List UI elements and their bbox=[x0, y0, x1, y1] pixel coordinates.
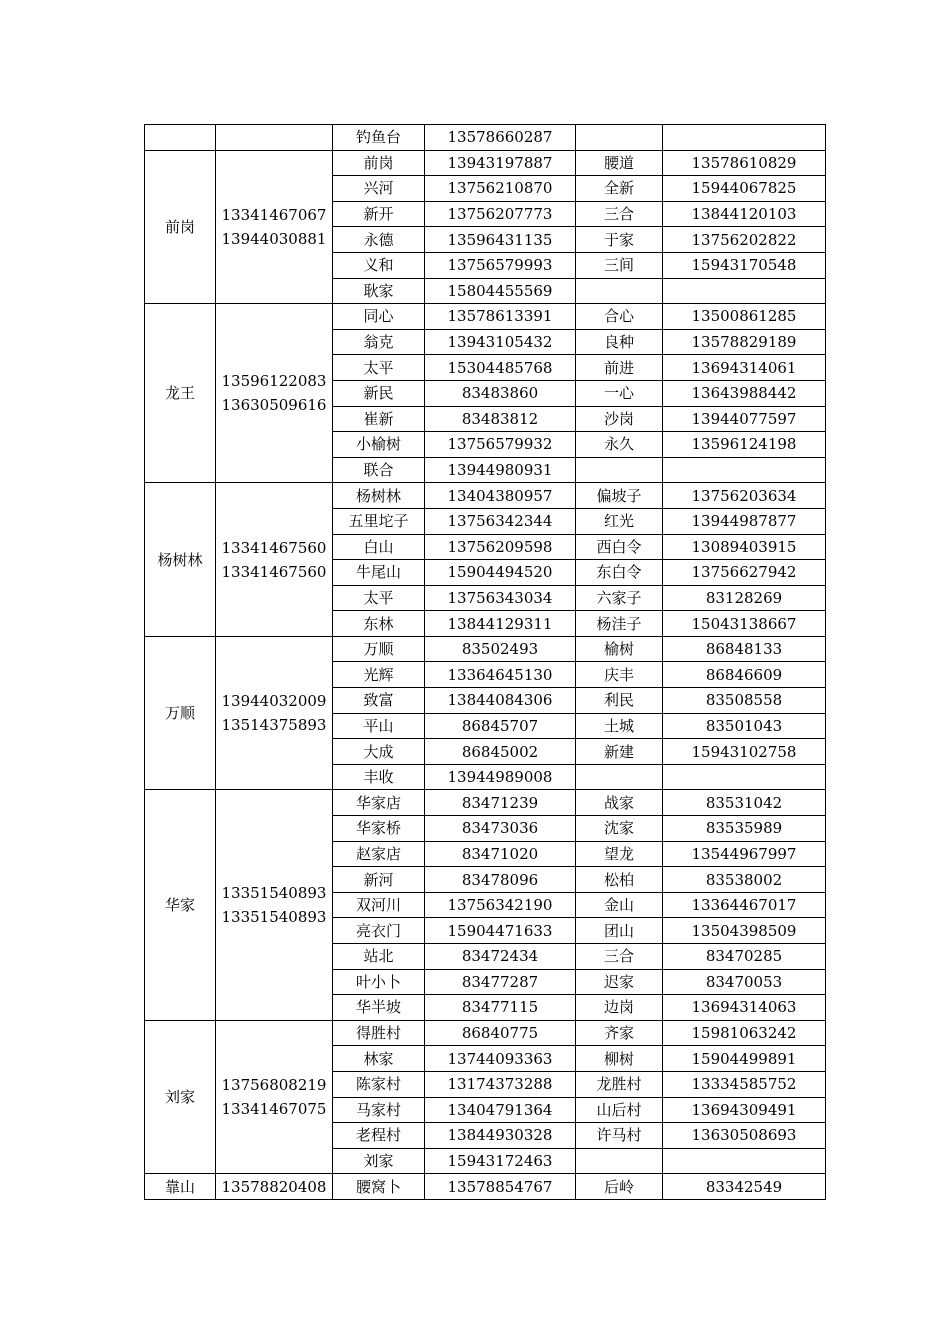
village-phone-cell: 83470053 bbox=[663, 969, 826, 995]
village-name-cell: 小榆树 bbox=[333, 432, 425, 458]
village-phone-cell: 15943172463 bbox=[425, 1148, 576, 1174]
village-name-cell: 沙岗 bbox=[576, 406, 663, 432]
village-name-cell: 于家 bbox=[576, 227, 663, 253]
village-phone-cell: 86846609 bbox=[663, 662, 826, 688]
village-phone-cell: 13756579993 bbox=[425, 252, 576, 278]
village-name-cell: 庆丰 bbox=[576, 662, 663, 688]
village-phone-cell: 13578660287 bbox=[425, 125, 576, 151]
village-name-cell: 偏坡子 bbox=[576, 483, 663, 509]
village-phone-cell: 15944067825 bbox=[663, 176, 826, 202]
town-name-cell: 万顺 bbox=[145, 636, 216, 790]
village-name-cell: 同心 bbox=[333, 304, 425, 330]
village-name-cell: 合心 bbox=[576, 304, 663, 330]
village-phone-cell: 13844084306 bbox=[425, 688, 576, 714]
village-name-cell: 牛尾山 bbox=[333, 560, 425, 586]
village-phone-cell: 13694309491 bbox=[663, 1097, 826, 1123]
village-name-cell: 战家 bbox=[576, 790, 663, 816]
town-phone-number: 13341467075 bbox=[221, 1100, 327, 1119]
village-phone-cell: 13630508693 bbox=[663, 1123, 826, 1149]
village-phone-cell: 13504398509 bbox=[663, 918, 826, 944]
village-phone-cell: 13756579932 bbox=[425, 432, 576, 458]
village-phone-cell: 13756203634 bbox=[663, 483, 826, 509]
town-name-cell: 靠山 bbox=[145, 1174, 216, 1200]
village-phone-cell: 13756209598 bbox=[425, 534, 576, 560]
village-name-cell: 前岗 bbox=[333, 150, 425, 176]
village-name-cell: 华家店 bbox=[333, 790, 425, 816]
village-name-cell: 赵家店 bbox=[333, 841, 425, 867]
village-name-cell: 站北 bbox=[333, 944, 425, 970]
village-name-cell bbox=[576, 278, 663, 304]
village-name-cell: 齐家 bbox=[576, 1020, 663, 1046]
table-row bbox=[145, 790, 826, 816]
village-phone-cell: 13756202822 bbox=[663, 227, 826, 253]
village-phone-cell: 13596124198 bbox=[663, 432, 826, 458]
village-name-cell: 平山 bbox=[333, 713, 425, 739]
village-name-cell: 太平 bbox=[333, 355, 425, 381]
village-phone-cell: 15981063242 bbox=[663, 1020, 826, 1046]
village-name-cell: 利民 bbox=[576, 688, 663, 714]
village-phone-cell: 83472434 bbox=[425, 944, 576, 970]
town-phone-cell bbox=[216, 1020, 333, 1174]
town-name-cell: 华家 bbox=[145, 790, 216, 1020]
village-phone-cell: 13694314063 bbox=[663, 995, 826, 1021]
village-name-cell: 陈家村 bbox=[333, 1071, 425, 1097]
village-name-cell: 三间 bbox=[576, 252, 663, 278]
town-name-cell: 刘家 bbox=[145, 1020, 216, 1174]
village-name-cell: 耿家 bbox=[333, 278, 425, 304]
table-row bbox=[145, 125, 826, 151]
village-name-cell: 华家桥 bbox=[333, 816, 425, 842]
town-phone-number: 13756808219 bbox=[221, 1076, 327, 1095]
village-phone-cell: 13174373288 bbox=[425, 1071, 576, 1097]
town-phone-number: 13944032009 bbox=[221, 692, 327, 711]
village-phone-cell: 13844129311 bbox=[425, 611, 576, 637]
village-phone-cell: 13364645130 bbox=[425, 662, 576, 688]
village-phone-cell: 13756627942 bbox=[663, 560, 826, 586]
village-phone-cell: 83538002 bbox=[663, 867, 826, 893]
village-phone-cell: 83501043 bbox=[663, 713, 826, 739]
village-phone-cell: 13756210870 bbox=[425, 176, 576, 202]
village-phone-cell: 13744093363 bbox=[425, 1046, 576, 1072]
village-phone-cell: 13578829189 bbox=[663, 329, 826, 355]
village-phone-cell: 83483812 bbox=[425, 406, 576, 432]
village-phone-cell bbox=[663, 1148, 826, 1174]
table-row bbox=[145, 636, 826, 662]
village-name-cell: 亮衣门 bbox=[333, 918, 425, 944]
table-row bbox=[145, 483, 826, 509]
town-phone-number: 13944030881 bbox=[221, 229, 327, 248]
town-phone-cell bbox=[216, 790, 333, 1020]
village-name-cell: 六家子 bbox=[576, 585, 663, 611]
village-phone-cell: 13596431135 bbox=[425, 227, 576, 253]
village-name-cell: 三合 bbox=[576, 201, 663, 227]
town-name-cell: 杨树林 bbox=[145, 483, 216, 637]
village-name-cell: 新河 bbox=[333, 867, 425, 893]
village-phone-cell: 13694314061 bbox=[663, 355, 826, 381]
village-phone-cell: 13943197887 bbox=[425, 150, 576, 176]
village-phone-cell: 83342549 bbox=[663, 1174, 826, 1200]
village-name-cell: 许马村 bbox=[576, 1123, 663, 1149]
village-name-cell: 后岭 bbox=[576, 1174, 663, 1200]
village-name-cell: 迟家 bbox=[576, 969, 663, 995]
village-name-cell: 林家 bbox=[333, 1046, 425, 1072]
village-phone-cell: 13544967997 bbox=[663, 841, 826, 867]
village-name-cell: 致富 bbox=[333, 688, 425, 714]
village-phone-cell: 86840775 bbox=[425, 1020, 576, 1046]
village-phone-cell: 15904499891 bbox=[663, 1046, 826, 1072]
village-name-cell: 柳树 bbox=[576, 1046, 663, 1072]
village-name-cell: 马家村 bbox=[333, 1097, 425, 1123]
village-phone-cell: 13404791364 bbox=[425, 1097, 576, 1123]
town-phone-cell bbox=[216, 483, 333, 637]
village-phone-cell: 13944980931 bbox=[425, 457, 576, 483]
village-phone-cell: 13756207773 bbox=[425, 201, 576, 227]
village-name-cell: 翁克 bbox=[333, 329, 425, 355]
village-phone-cell: 13944987877 bbox=[663, 508, 826, 534]
town-phone-number: 13341467067 bbox=[221, 205, 327, 224]
village-phone-cell: 83508558 bbox=[663, 688, 826, 714]
village-phone-cell: 15943170548 bbox=[663, 252, 826, 278]
village-name-cell bbox=[576, 764, 663, 790]
village-phone-cell: 86845707 bbox=[425, 713, 576, 739]
village-phone-cell: 15304485768 bbox=[425, 355, 576, 381]
town-phone-number: 13578820408 bbox=[221, 1177, 327, 1196]
village-name-cell: 东白令 bbox=[576, 560, 663, 586]
village-phone-cell: 13844120103 bbox=[663, 201, 826, 227]
village-phone-cell: 83531042 bbox=[663, 790, 826, 816]
village-name-cell bbox=[576, 457, 663, 483]
village-name-cell: 新建 bbox=[576, 739, 663, 765]
village-name-cell: 东林 bbox=[333, 611, 425, 637]
town-phone-cell bbox=[216, 150, 333, 304]
village-phone-cell: 13944077597 bbox=[663, 406, 826, 432]
village-name-cell: 一心 bbox=[576, 380, 663, 406]
village-name-cell: 老程村 bbox=[333, 1123, 425, 1149]
village-phone-cell: 83478096 bbox=[425, 867, 576, 893]
village-phone-cell: 15804455569 bbox=[425, 278, 576, 304]
village-phone-cell: 13404380957 bbox=[425, 483, 576, 509]
town-phone-cell bbox=[216, 636, 333, 790]
village-name-cell: 叶小卜 bbox=[333, 969, 425, 995]
village-phone-cell: 83502493 bbox=[425, 636, 576, 662]
village-name-cell bbox=[576, 125, 663, 151]
village-name-cell: 钓鱼台 bbox=[333, 125, 425, 151]
village-phone-cell: 13643988442 bbox=[663, 380, 826, 406]
village-name-cell: 杨洼子 bbox=[576, 611, 663, 637]
village-name-cell: 光辉 bbox=[333, 662, 425, 688]
village-phone-cell: 83535989 bbox=[663, 816, 826, 842]
village-name-cell: 腰窝卜 bbox=[333, 1174, 425, 1200]
village-phone-cell: 15943102758 bbox=[663, 739, 826, 765]
village-name-cell: 望龙 bbox=[576, 841, 663, 867]
village-name-cell: 联合 bbox=[333, 457, 425, 483]
village-phone-cell bbox=[663, 457, 826, 483]
village-name-cell: 腰道 bbox=[576, 150, 663, 176]
village-phone-cell: 13500861285 bbox=[663, 304, 826, 330]
table-row bbox=[145, 304, 826, 330]
town-phone-number: 13630509616 bbox=[221, 396, 327, 415]
town-phone-cell bbox=[216, 1174, 333, 1200]
village-phone-cell: 83470285 bbox=[663, 944, 826, 970]
village-name-cell: 良种 bbox=[576, 329, 663, 355]
village-name-cell: 华半坡 bbox=[333, 995, 425, 1021]
village-phone-cell: 13944989008 bbox=[425, 764, 576, 790]
village-name-cell: 得胜村 bbox=[333, 1020, 425, 1046]
village-name-cell: 杨树林 bbox=[333, 483, 425, 509]
village-phone-cell: 13844930328 bbox=[425, 1123, 576, 1149]
village-phone-cell: 83483860 bbox=[425, 380, 576, 406]
village-name-cell: 新开 bbox=[333, 201, 425, 227]
village-phone-cell: 15904494520 bbox=[425, 560, 576, 586]
village-name-cell: 三合 bbox=[576, 944, 663, 970]
village-name-cell: 永德 bbox=[333, 227, 425, 253]
village-phone-cell: 83471020 bbox=[425, 841, 576, 867]
village-phone-cell: 86848133 bbox=[663, 636, 826, 662]
village-phone-table bbox=[144, 124, 826, 1200]
village-name-cell: 白山 bbox=[333, 534, 425, 560]
village-name-cell: 龙胜村 bbox=[576, 1071, 663, 1097]
village-phone-cell: 83477115 bbox=[425, 995, 576, 1021]
village-name-cell: 兴河 bbox=[333, 176, 425, 202]
village-name-cell: 五里坨子 bbox=[333, 508, 425, 534]
village-name-cell: 边岗 bbox=[576, 995, 663, 1021]
town-name-cell bbox=[145, 125, 216, 151]
village-name-cell: 全新 bbox=[576, 176, 663, 202]
village-phone-cell: 83128269 bbox=[663, 585, 826, 611]
village-name-cell: 崔新 bbox=[333, 406, 425, 432]
village-name-cell: 红光 bbox=[576, 508, 663, 534]
village-phone-cell: 86845002 bbox=[425, 739, 576, 765]
town-phone-number: 13341467560 bbox=[221, 562, 327, 581]
village-phone-cell: 13364467017 bbox=[663, 892, 826, 918]
village-name-cell: 西白令 bbox=[576, 534, 663, 560]
village-phone-cell: 13578613391 bbox=[425, 304, 576, 330]
village-name-cell: 丰收 bbox=[333, 764, 425, 790]
village-phone-cell: 13578610829 bbox=[663, 150, 826, 176]
town-phone-number: 13351540893 bbox=[221, 908, 327, 927]
village-name-cell: 新民 bbox=[333, 380, 425, 406]
table-row bbox=[145, 150, 826, 176]
village-name-cell: 山后村 bbox=[576, 1097, 663, 1123]
village-phone-cell: 83473036 bbox=[425, 816, 576, 842]
village-name-cell: 沈家 bbox=[576, 816, 663, 842]
village-phone-cell: 13089403915 bbox=[663, 534, 826, 560]
village-phone-cell bbox=[663, 764, 826, 790]
village-name-cell: 榆树 bbox=[576, 636, 663, 662]
village-name-cell: 双河川 bbox=[333, 892, 425, 918]
village-name-cell: 前进 bbox=[576, 355, 663, 381]
village-phone-cell: 13334585752 bbox=[663, 1071, 826, 1097]
town-phone-cell bbox=[216, 125, 333, 151]
town-phone-number: 13341467560 bbox=[221, 538, 327, 557]
village-phone-cell: 83471239 bbox=[425, 790, 576, 816]
village-phone-cell bbox=[663, 278, 826, 304]
village-phone-cell: 13756343034 bbox=[425, 585, 576, 611]
town-phone-number: 13514375893 bbox=[221, 716, 327, 735]
town-phone-number: 13596122083 bbox=[221, 372, 327, 391]
village-phone-cell: 15043138667 bbox=[663, 611, 826, 637]
village-name-cell: 松柏 bbox=[576, 867, 663, 893]
village-phone-cell: 15904471633 bbox=[425, 918, 576, 944]
village-name-cell: 刘家 bbox=[333, 1148, 425, 1174]
village-phone-cell bbox=[663, 125, 826, 151]
village-name-cell: 永久 bbox=[576, 432, 663, 458]
village-name-cell: 团山 bbox=[576, 918, 663, 944]
town-name-cell: 前岗 bbox=[145, 150, 216, 304]
town-name-cell: 龙王 bbox=[145, 304, 216, 483]
village-phone-cell: 13943105432 bbox=[425, 329, 576, 355]
village-name-cell: 金山 bbox=[576, 892, 663, 918]
village-phone-cell: 13578854767 bbox=[425, 1174, 576, 1200]
village-phone-cell: 83477287 bbox=[425, 969, 576, 995]
village-phone-cell: 13756342344 bbox=[425, 508, 576, 534]
village-name-cell: 义和 bbox=[333, 252, 425, 278]
village-phone-cell: 13756342190 bbox=[425, 892, 576, 918]
town-phone-number: 13351540893 bbox=[221, 884, 327, 903]
village-name-cell: 万顺 bbox=[333, 636, 425, 662]
town-phone-cell bbox=[216, 304, 333, 483]
village-name-cell: 土城 bbox=[576, 713, 663, 739]
table-row bbox=[145, 1020, 826, 1046]
village-name-cell bbox=[576, 1148, 663, 1174]
table-row bbox=[145, 1174, 826, 1200]
village-name-cell: 太平 bbox=[333, 585, 425, 611]
village-name-cell: 大成 bbox=[333, 739, 425, 765]
